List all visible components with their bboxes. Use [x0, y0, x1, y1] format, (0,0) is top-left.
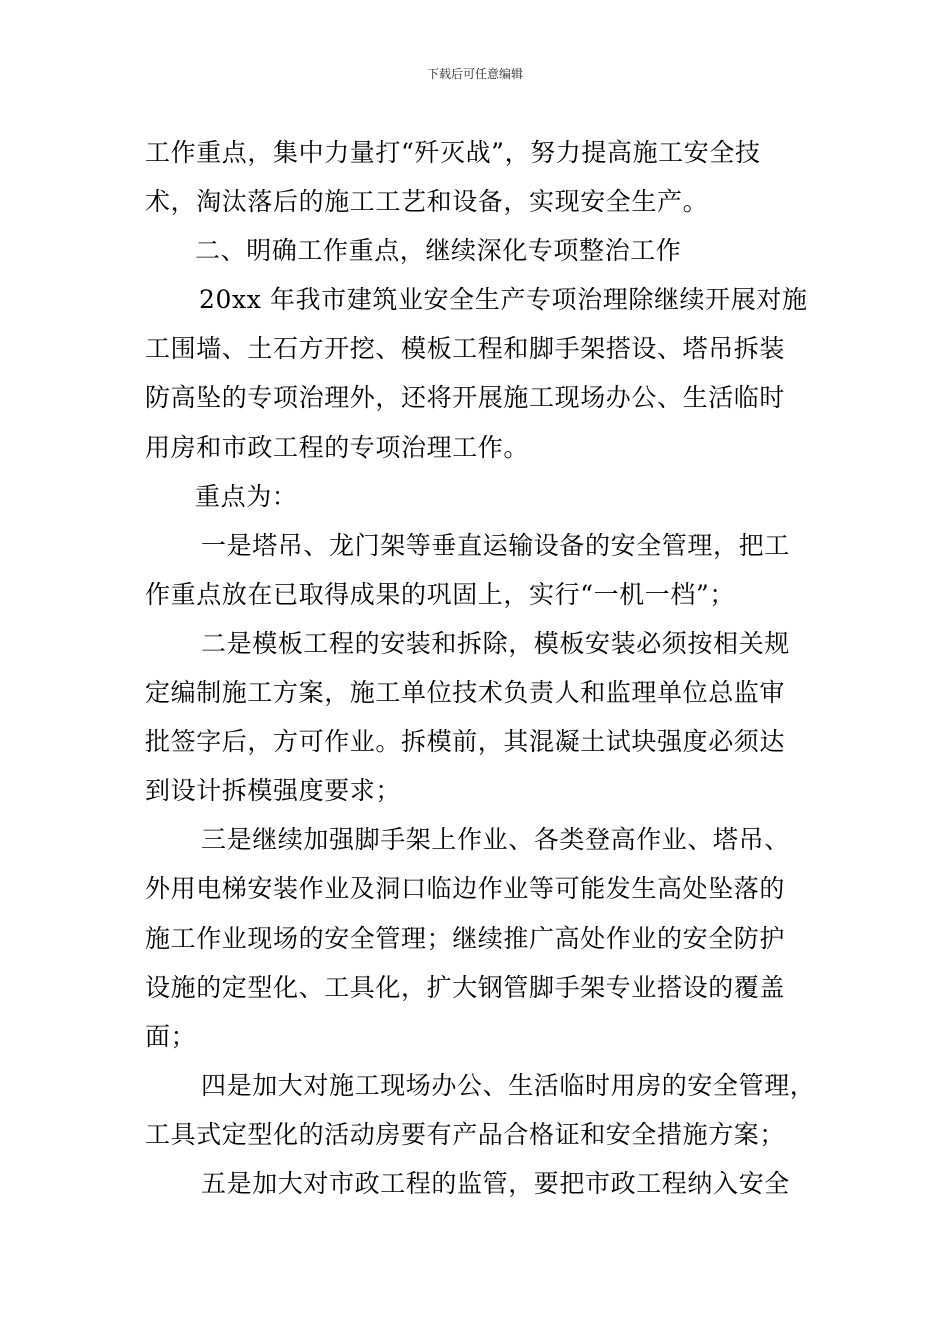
text-line: 到设计拆模强度要求；: [145, 776, 402, 806]
page-header: 下载后可任意编辑: [426, 67, 523, 81]
text-line: 用房和市政工程的专项治理工作。: [145, 432, 530, 462]
text-line: 施工作业现场的安全管理；继续推广高处作业的安全防护: [145, 923, 786, 953]
text-line: 工具式定型化的活动房要有产品合格证和安全措施方案；: [145, 1119, 786, 1149]
text-line: 二、明确工作重点，继续深化专项整治工作: [195, 236, 682, 266]
document-body: [145, 128, 825, 1208]
text-line: 外用电梯安装作业及洞口临边作业等可能发生高处坠落的: [145, 874, 786, 904]
text-line: 20xx 年我市建筑业安全生产专项治理除继续开展对施: [199, 285, 808, 315]
text-line: 重点为：: [195, 481, 298, 511]
text-line: 术，淘汰落后的施工工艺和设备，实现安全生产。: [145, 187, 709, 217]
text-line: 一是塔吊、龙门架等垂直运输设备的安全管理，把工: [201, 530, 790, 560]
text-line: 定编制施工方案，施工单位技术负责人和监理单位总监审: [145, 678, 786, 708]
text-line: 二是模板工程的安装和拆除，模板安装必须按相关规: [201, 628, 790, 658]
text-line: 设施的定型化、工具化，扩大钢管脚手架专业搭设的覆盖: [145, 972, 786, 1002]
text-line: 面；: [145, 1021, 197, 1051]
text-line: 五是加大对市政工程的监管，要把市政工程纳入安全: [201, 1168, 790, 1198]
text-line: 作重点放在已取得成果的巩固上，实行“一机一档”；: [145, 579, 735, 609]
text-line: 三是继续加强脚手架上作业、各类登高作业、塔吊、: [201, 825, 790, 855]
text-line: 批签字后，方可作业。拆模前，其混凝土试块强度必须达: [145, 727, 786, 757]
text-line: 工围墙、土石方开挖、模板工程和脚手架搭设、塔吊拆装: [145, 334, 786, 364]
text-line: 防高坠的专项治理外，还将开展施工现场办公、生活临时: [145, 383, 786, 413]
text-line: 四是加大对施工现场办公、生活临时用房的安全管理，: [201, 1070, 816, 1100]
text-line: 工作重点，集中力量打“歼灭战”，努力提高施工安全技: [145, 138, 761, 167]
